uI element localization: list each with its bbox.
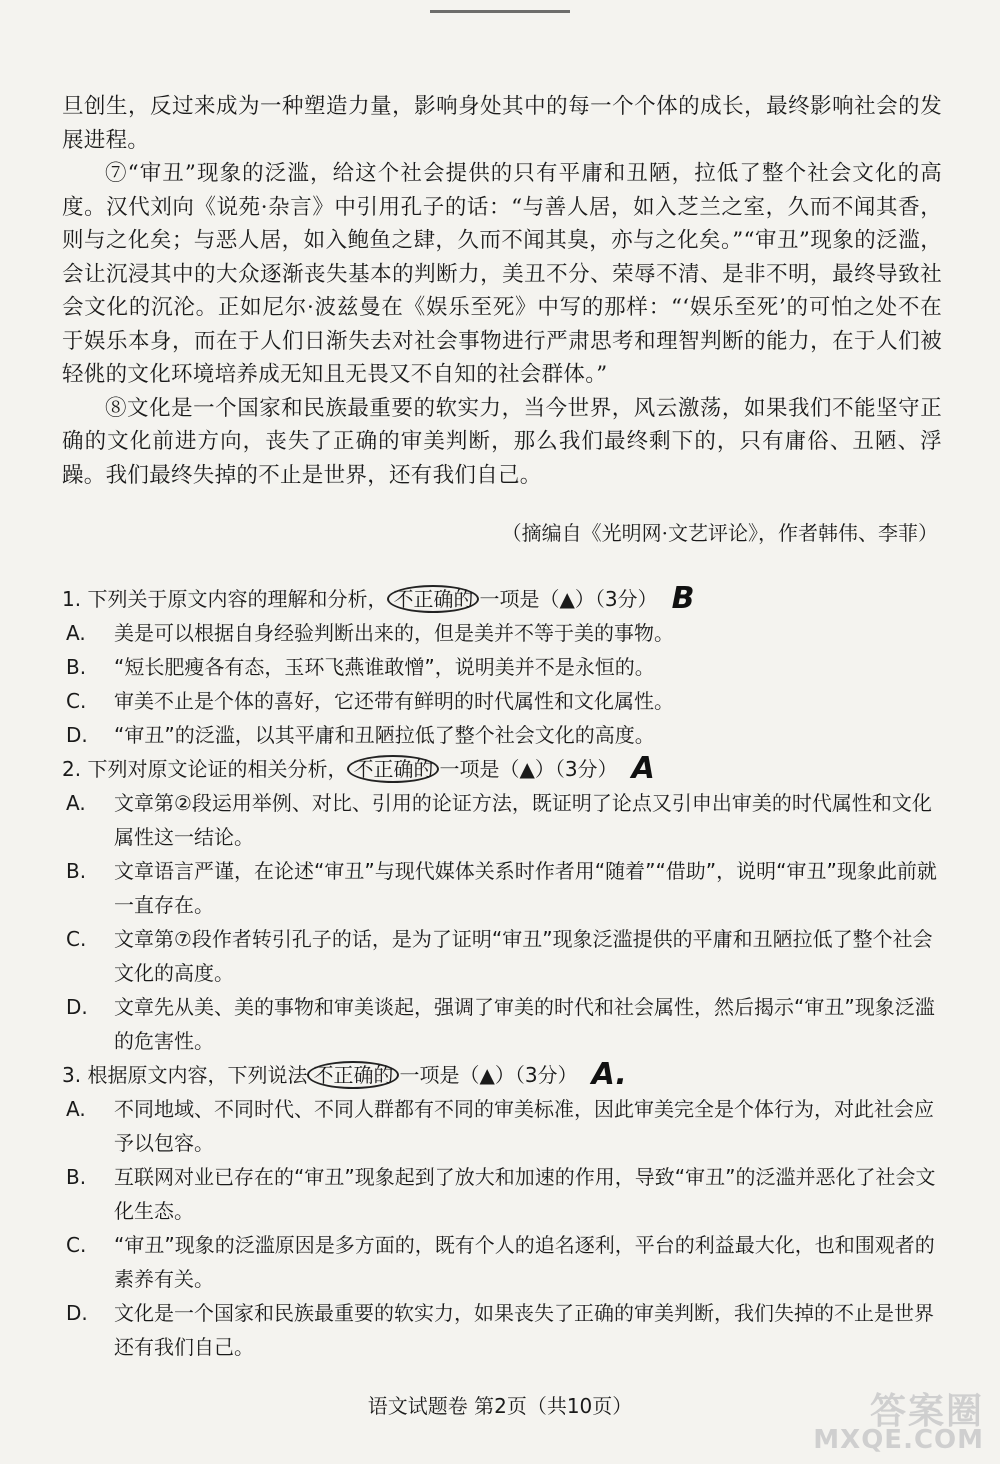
stem-text-end: 一项是（▲）（3分）: [479, 587, 658, 611]
option-list: [62, 1092, 942, 1364]
option-list: [62, 786, 942, 1058]
option-label: C.: [66, 927, 87, 951]
option-text: 文化是一个国家和民族最重要的软实力，如果丧失了正确的审美判断，我们失掉的不止是世界还有我们自己。: [114, 1301, 934, 1359]
option-label: D.: [66, 1301, 88, 1325]
handwritten-answer: A.: [591, 1057, 627, 1092]
circled-keyword: 不正确的: [387, 585, 479, 613]
question-list: [62, 582, 942, 1364]
option-d: [66, 990, 942, 1058]
stem-text-end: 一项是（▲）（3分）: [439, 757, 618, 781]
option-text: 互联网对业已存在的“审丑”现象起到了放大和加速的作用，导致“审丑”的泛滥并恶化了社会文化生态。: [114, 1165, 936, 1223]
option-text: 文章第②段运用举例、对比、引用的论证方法，既证明了论点又引申出审美的时代属性和文化属性这一结论。: [114, 791, 932, 849]
stem-text: 2. 下列对原文论证的相关分析，: [62, 757, 348, 781]
question-3: [62, 1058, 942, 1364]
stem-text-end: 一项是（▲）（3分）: [399, 1063, 578, 1087]
option-d: [66, 1296, 942, 1364]
option-a: [66, 1092, 942, 1160]
stem-text: 3. 根据原文内容，下列说法: [62, 1063, 308, 1087]
option-b: [66, 1160, 942, 1228]
option-a: [66, 616, 942, 650]
passage-continuation: 旦创生，反过来成为一种塑造力量，影响身处其中的每一个个体的成长，最终影响社会的发展进程。: [62, 94, 942, 153]
passage-paragraph-7: ⑦“审丑”现象的泛滥，给这个社会提供的只有平庸和丑陋，拉低了整个社会文化的高度。汉代刘向《说苑·杂言》中引用孔子的话：“与善人居，如入芝兰之室，久而不闻其香，则与之化矣；与恶人居，如入鲍鱼之肆，久而不闻其臭，亦与之化矣。”“审丑”现象的泛滥，会让沉浸其中的大众逐渐丧失基本的判断力，美丑不分、荣辱不清、是非不明，最终导致社会文化的沉沦。正如尼尔·波兹曼在《娱乐至死》中写的那样：“‘娱乐至死’的可怕之处不在于娱乐本身，而在于人们日渐失去对社会事物进行严肃思考和理智判断的能力，在于人们被轻佻的文化环境培养成无知且无畏又不自知的社会群体。”: [62, 161, 942, 387]
site-watermark: [813, 1391, 984, 1455]
question-stem: [62, 752, 942, 786]
reading-passage: [62, 90, 942, 492]
question-2: [62, 752, 942, 1058]
option-b: [66, 650, 942, 684]
option-label: D.: [66, 723, 88, 747]
option-label: A.: [66, 791, 86, 815]
option-label: B.: [66, 859, 87, 883]
watermark-logo: 答案圈: [869, 1391, 984, 1432]
option-b: [66, 854, 942, 922]
top-scan-mark: [430, 0, 570, 13]
question-stem: [62, 582, 942, 616]
option-label: A.: [66, 621, 86, 645]
handwritten-answer: B: [671, 581, 695, 616]
handwritten-answer: A: [631, 751, 655, 786]
option-label: D.: [66, 995, 88, 1019]
option-text: 审美不止是个体的喜好，它还带有鲜明的时代属性和文化属性。: [114, 689, 674, 713]
option-label: B.: [66, 655, 87, 679]
option-d: [66, 718, 942, 752]
option-a: [66, 786, 942, 854]
circled-keyword: 不正确的: [307, 1061, 399, 1089]
circled-keyword: 不正确的: [347, 755, 439, 783]
passage-source: （摘编自《光明网·文艺评论》，作者韩伟、李菲）: [501, 521, 938, 545]
option-text: 不同地域、不同时代、不同人群都有不同的审美标准，因此审美完全是个体行为，对此社会应予以包容。: [114, 1097, 934, 1155]
option-label: C.: [66, 689, 87, 713]
option-c: [66, 684, 942, 718]
option-c: [66, 1228, 942, 1296]
page-footer: 语文试题卷 第2页（共10页）: [367, 1394, 633, 1418]
option-text: 文章语言严谨，在论述“审丑”与现代媒体关系时作者用“随着”“借助”，说明“审丑”现象此前就一直存在。: [114, 859, 937, 917]
option-text: “审丑”的泛滥，以其平庸和丑陋拉低了整个社会文化的高度。: [114, 723, 655, 747]
stem-text: 1. 下列关于原文内容的理解和分析，: [62, 587, 388, 611]
option-text: “短长肥瘦各有态，玉环飞燕谁敢憎”，说明美并不是永恒的。: [114, 655, 655, 679]
option-text: 美是可以根据自身经验判断出来的，但是美并不等于美的事物。: [114, 621, 674, 645]
option-text: “审丑”现象的泛滥原因是多方面的，既有个人的追名逐利，平台的利益最大化，也和围观者的素养有关。: [114, 1233, 935, 1291]
option-label: B.: [66, 1165, 87, 1189]
option-list: [62, 616, 942, 752]
option-text: 文章先从美、美的事物和审美谈起，强调了审美的时代和社会属性，然后揭示“审丑”现象泛滥的危害性。: [114, 995, 935, 1053]
question-1: [62, 582, 942, 752]
option-label: A.: [66, 1097, 86, 1121]
option-c: [66, 922, 942, 990]
option-text: 文章第⑦段作者转引孔子的话，是为了证明“审丑”现象泛滥提供的平庸和丑陋拉低了整个社会文化的高度。: [114, 927, 933, 985]
passage-paragraph-8: ⑧文化是一个国家和民族最重要的软实力，当今世界，风云激荡，如果我们不能坚守正确的文化前进方向，丧失了正确的审美判断，那么我们最终剩下的，只有庸俗、丑陋、浮躁。我们最终失掉的不止是世界，还有我们自己。: [62, 395, 942, 488]
question-stem: [62, 1058, 942, 1092]
watermark-site: MXQE.COM: [813, 1425, 984, 1455]
option-label: C.: [66, 1233, 87, 1257]
